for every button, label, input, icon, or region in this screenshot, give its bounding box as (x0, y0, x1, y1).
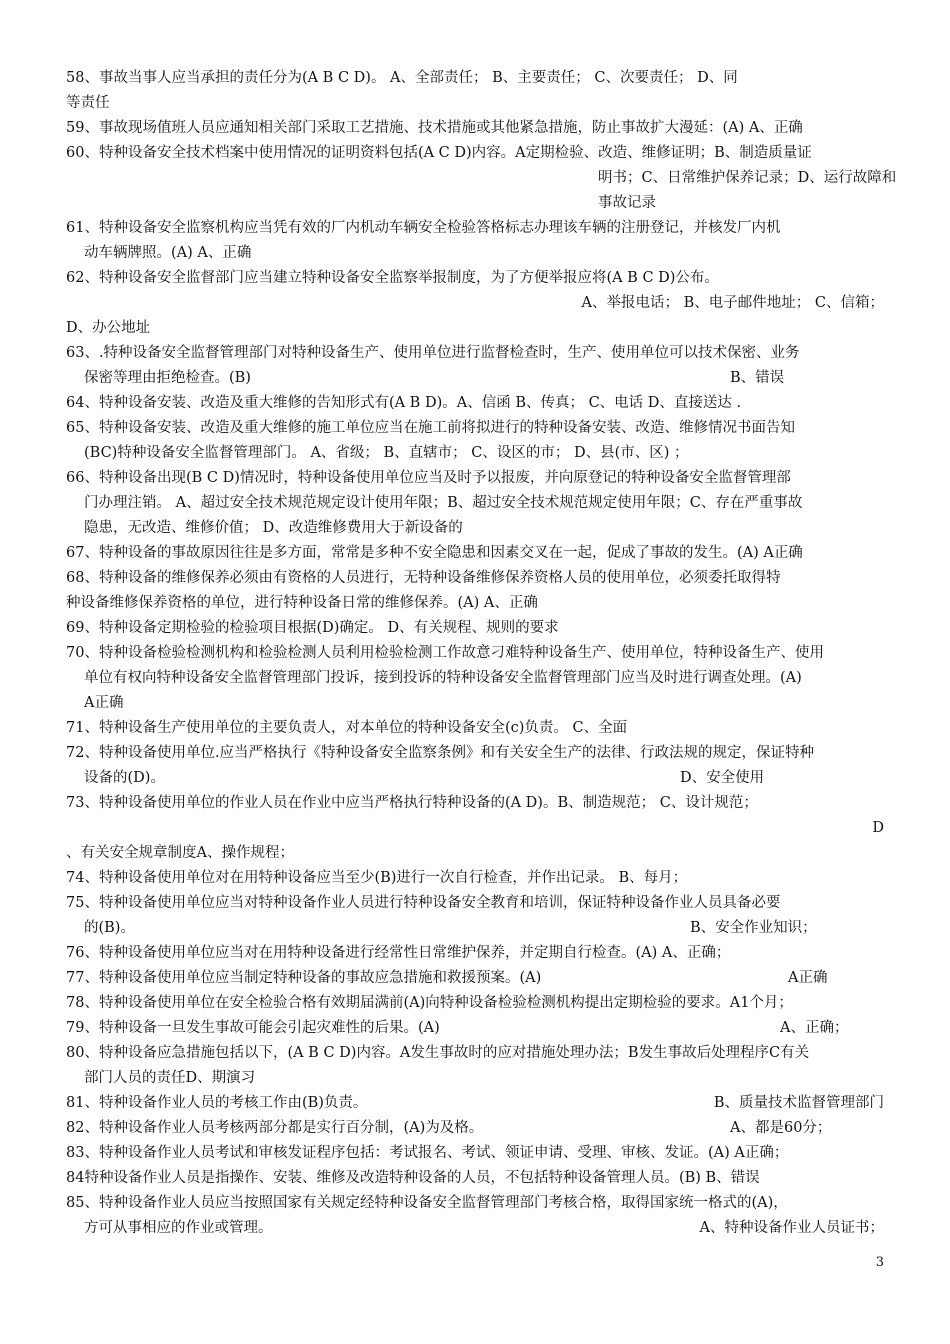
text-line: 75、特种设备使用单位应当对特种设备作业人员进行特种设备安全教育和培训，保证特种设备作业人员具备必要 (66, 895, 781, 911)
text-line: A正确 (788, 970, 828, 986)
text-line: D (872, 820, 884, 836)
text-line: 71、特种设备生产使用单位的主要负责人，对本单位的特种设备安全(c)负责。 C、全面 (66, 720, 628, 736)
text-line: 单位有权向特种设备安全监督管理部门投诉，接到投诉的特种设备安全监督管理部门应当及时进行调查处理。(A) (84, 670, 802, 686)
text-line: A、正确； (780, 1020, 849, 1036)
text-line: 、有关安全规章制度A、操作规程； (66, 845, 294, 861)
text-line: 78、特种设备使用单位在安全检验合格有效期届满前(A)向特种设备检验检测机构提出定期检验的要求。A1个月； (66, 995, 793, 1011)
text-line: A、特种设备作业人员证书； (699, 1220, 884, 1236)
text-line: 81、特种设备作业人员的考核工作由(B)负责。 (66, 1095, 368, 1111)
text-line: 80、特种设备应急措施包括以下，(A B C D)内容。A发生事故时的应对措施处理办法；B发生事故后处理程序C有关 (66, 1045, 810, 1061)
text-line: D、办公地址 (66, 320, 151, 336)
text-line: 种设备维修保养资格的单位，进行特种设备日常的维修保养。(A) A、正确 (66, 595, 538, 611)
text-line: 77、特种设备使用单位应当制定特种设备的事故应急措施和救援预案。(A) (66, 970, 542, 986)
text-line: 65、特种设备安装、改造及重大维修的施工单位应当在施工前将拟进行的特种设备安装、改造、维修情况书面告知 (66, 420, 795, 436)
text-line: 60、特种设备安全技术档案中使用情况的证明资料包括(A C D)内容。A定期检验、改造、维修证明；B、制造质量证 (66, 145, 812, 161)
text-line: 设备的(D)。 (84, 770, 165, 786)
text-line: 59、事故现场值班人员应通知相关部门采取工艺措施、技术措施或其他紧急措施，防止事故扩大漫延：(A) A、正确 (66, 120, 803, 136)
text-line: 82、特种设备作业人员考核两部分都是实行百分制，(A)为及格。 (66, 1120, 484, 1136)
text-line: 72、特种设备使用单位.应当严格执行《特种设备安全监察条例》和有关安全生产的法律、行政法规的规定，保证特种 (66, 745, 815, 761)
text-line: 64、特种设备安装、改造及重大维修的告知形式有(A B D)。A、信函 B、传真； C、电话 D、直接送达 . (66, 395, 742, 411)
text-line: 69、特种设备定期检验的检验项目根据(D)确定。 D、有关规程、规则的要求 (66, 620, 559, 636)
text-line: B、质量技术监督管理部门 (713, 1095, 884, 1111)
text-line: 63、.特种设备安全监督管理部门对特种设备生产、使用单位进行监督检查时，生产、使用单位可以技术保密、业务 (66, 345, 800, 361)
text-line: A、都是60分； (730, 1120, 832, 1136)
text-line: 保密等理由拒绝检查。(B) (84, 370, 251, 386)
text-line: 门办理注销。 A、超过安全技术规范规定设计使用年限；B、超过安全技术规范规定使用年限；C、存在严重事故 (84, 495, 803, 511)
text-line: B、安全作业知识； (690, 920, 817, 936)
text-line: 61、特种设备安全监察机构应当凭有效的厂内机动车辆安全检验答格标志办理该车辆的注册登记，并核发厂内机 (66, 220, 781, 236)
text-line: 58、事故当事人应当承担的责任分为(A B C D)。 A、全部责任； B、主要责任； C、次要责任； D、同 (66, 70, 738, 86)
text-line: 事故记录 (598, 195, 656, 211)
text-line: 79、特种设备一旦发生事故可能会引起灾难性的后果。(A) (66, 1020, 440, 1036)
text-line: 85、特种设备作业人员应当按照国家有关规定经特种设备安全监督管理部门考核合格，取得国家统一格式的(A)， (66, 1195, 788, 1211)
text-line: 66、特种设备出现(B C D)情况时，特种设备使用单位应当及时予以报废，并向原登记的特种设备安全监督管理部 (66, 470, 791, 486)
text-line: (BC)特种设备安全监督管理部门。 A、省级； B、直辖市； C、设区的市； D、县(市、区) ； (84, 445, 689, 461)
text-line: 74、特种设备使用单位对在用特种设备应当至少(B)进行一次自行检查，并作出记录。 B、每月； (66, 870, 688, 886)
text-line: 83、特种设备作业人员考试和审核发证程序包括：考试报名、考试、领证申请、受理、审核、发证。(A) A正确； (66, 1145, 789, 1161)
text-line: D、安全使用 (680, 770, 765, 786)
text-line: 84特种设备作业人员是指操作、安装、维修及改造特种设备的人员，不包括特种设备管理人员。(B) B、错误 (66, 1170, 760, 1186)
text-line: B、错误 (730, 370, 785, 386)
page-number: 3 (875, 1255, 884, 1270)
text-line: 70、特种设备检验检测机构和检验检测人员利用检验检测工作故意刁难特种设备生产、使用单位，特种设备生产、使用 (66, 645, 824, 661)
text-line: 明书；C、日常维护保养记录；D、运行故障和 (598, 170, 897, 186)
text-line: A正确 (84, 695, 124, 711)
text-line: 62、特种设备安全监督部门应当建立特种设备安全监察举报制度，为了方便举报应将(A B C D)公布。 (66, 270, 719, 286)
text-line: 68、特种设备的维修保养必须由有资格的人员进行，无特种设备维修保养资格人员的使用单位，必须委托取得特 (66, 570, 781, 586)
text-line: 动车辆牌照。(A) A、正确 (84, 245, 252, 261)
text-line: 方可从事相应的作业或管理。 (84, 1220, 273, 1236)
text-line: 67、特种设备的事故原因往往是多方面，常常是多种不安全隐患和因素交叉在一起，促成了事故的发生。(A) A正确 (66, 545, 803, 561)
text-line: 部门人员的责任D、期演习 (84, 1070, 256, 1086)
text-line: A、举报电话； B、电子邮件地址； C、信箱； (581, 295, 884, 311)
text-line: 隐患，无改造、维修价值； D、改造维修费用大于新设备的 (84, 520, 463, 536)
text-line: 的(B)。 (84, 920, 135, 936)
text-line: 73、特种设备使用单位的作业人员在作业中应当严格执行特种设备的(A D)。B、制造规范； C、设计规范； (66, 795, 758, 811)
text-line: 等责任 (66, 95, 110, 111)
text-line: 76、特种设备使用单位应当对在用特种设备进行经常性日常维护保养，并定期自行检查。(A) A、正确； (66, 945, 731, 961)
